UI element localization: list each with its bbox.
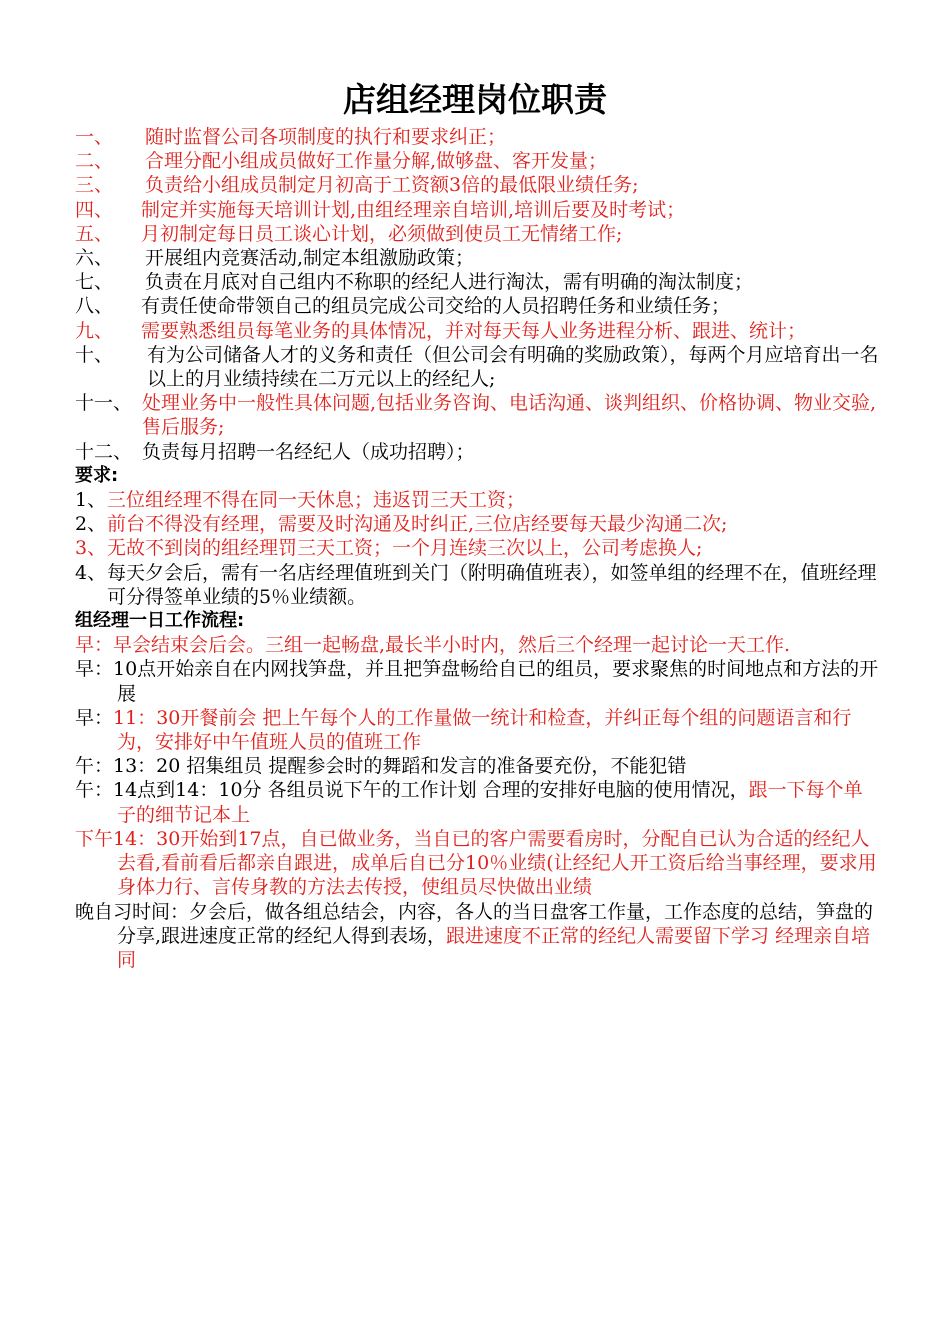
duty-item-5: [75, 222, 880, 246]
requirement-item-4: [75, 561, 880, 609]
duty-text: 负责在月底对自己组内不称职的经纪人进行淘汰，需有明确的淘汰制度；: [145, 271, 754, 294]
duty-text: 负责每月招聘一名经纪人（成功招聘）；: [142, 440, 475, 463]
requirement-text: 每天夕会后，需有一名店经理值班到关门（附明确值班表），如签单组的经理不在，值班经理可分得签单业绩的5％业绩额。: [107, 561, 877, 608]
duty-number: 七、: [75, 271, 114, 294]
duty-text: 处理业务中一般性具体问题,包括业务咨询、电话沟通、谈判组织、价格协调、物业交验,售后服务;: [142, 392, 877, 439]
requirement-number: 3、: [75, 537, 107, 560]
requirement-number: 2、: [75, 513, 107, 536]
duty-item-8: [75, 294, 880, 318]
duty-text: 负责给小组成员制定月初高于工资额3倍的最低限业绩任务;: [145, 174, 639, 197]
requirement-number: 1、: [75, 489, 107, 512]
duty-item-11: [75, 391, 880, 439]
duty-number: 四、: [75, 198, 114, 221]
workflow-item-4: 午：13：20 招集组员 提醒参会时的舞蹈和发言的准备要充份，不能犯错: [75, 755, 687, 778]
workflow-item-7: [75, 900, 880, 973]
duty-item-6: [75, 246, 880, 270]
duty-item-12: [75, 440, 880, 464]
duty-text: 合理分配小组成员做好工作量分解,做够盘、客开发量；: [145, 150, 608, 173]
workflow-text-highlight: 跟一下每个单子的细节记本上: [117, 779, 863, 826]
workflow-time-label: 早：: [75, 706, 114, 729]
duty-item-7: [75, 270, 880, 294]
workflow-item-1: 早：早会结束会后会。三组一起畅盘,最长半小时内，然后三个经理一起讨论一天工作.: [75, 634, 791, 657]
duty-text: 开展组内竞赛活动,制定本组激励政策；: [145, 247, 475, 270]
duty-number: 二、: [75, 150, 114, 173]
duty-text: 随时监督公司各项制度的执行和要求纠正；: [145, 126, 507, 148]
duty-item-9: [75, 319, 880, 343]
requirement-text: 前台不得没有经理，需要及时沟通及时纠正,三位店经要每天最少沟通二次;: [107, 513, 728, 536]
workflow-text: 午：14点到14：10分 各组员说下午的工作计划 合理的安排好电脑的使用情况，: [75, 779, 749, 802]
workflow-item-2: 早：10点开始亲自在内网找笋盘，并且把笋盘畅给自已的组员，要求聚焦的时间地点和方法的开展: [75, 658, 879, 705]
document-body: [75, 125, 880, 972]
duty-number: 三、: [75, 174, 114, 197]
duty-number: 十二、: [75, 440, 133, 463]
workflow-heading: 组经理一日工作流程:: [75, 610, 245, 632]
requirement-item-3: [75, 536, 880, 560]
duty-number: 八、: [75, 295, 114, 318]
workflow-item-3: [75, 706, 880, 754]
duty-text: 有责任使命带领自己的组员完成公司交给的人员招聘任务和业绩任务；: [141, 295, 731, 318]
duty-text: 月初制定每日员工谈心计划，必须做到使员工无情绪工作;: [141, 222, 623, 245]
duty-number: 十一、: [75, 392, 133, 415]
duty-item-10: [75, 343, 880, 391]
duty-item-1: [75, 125, 880, 149]
workflow-text-highlight: 跟进速度不正常的经纪人需要留下学习 经理亲自培同: [117, 924, 871, 971]
duty-text: 制定并实施每天培训计划,由组经理亲自培训,培训后要及时考试；: [141, 198, 686, 221]
duty-text: 有为公司储备人才的义务和责任（但公司会有明确的奖励政策），每两个月应培育出一名以上的月业绩持续在二万元以上的经纪人;: [147, 343, 879, 391]
duty-number: 九、: [75, 319, 114, 342]
requirement-number: 4、: [75, 561, 107, 584]
requirements-heading: 要求:: [75, 464, 119, 486]
requirement-item-1: [75, 488, 880, 512]
duty-number: 一、: [75, 126, 114, 148]
duty-number: 十、: [75, 343, 114, 366]
duty-text: 需要熟悉组员每笔业务的具体情况，并对每天每人业务进程分析、跟进、统计；: [141, 319, 807, 342]
duty-number: 六、: [75, 247, 114, 270]
duty-item-2: [75, 149, 880, 173]
duty-item-3: [75, 173, 880, 197]
duty-number: 五、: [75, 222, 114, 245]
requirement-text: 无故不到岗的组经理罚三天工资；一个月连续三次以上，公司考虑换人;: [107, 537, 703, 560]
duty-item-4: [75, 198, 880, 222]
workflow-text: 晚自习时间：夕会后，做各组总结会，内容，各人的当日盘客工作量，工作态度的总结，笋盘的分享,跟进速度正常的经纪人得到表场，: [75, 900, 874, 947]
workflow-text: 11：30开餐前会 把上午每个人的工作量做一统计和检查，并纠正每个组的问题语言和行为，安排好中午值班人员的值班工作: [113, 706, 852, 754]
requirement-text: 三位组经理不得在同一天休息；违返罚三天工资；: [107, 489, 526, 512]
requirement-item-2: [75, 512, 880, 536]
workflow-item-5: [75, 778, 880, 826]
workflow-item-6: 下午14：30开始到17点，自已做业务，当自已的客户需要看房时，分配自已认为合适的经纪人去看,看前看后都亲自跟进，成单后自已分10％业绩(让经纪人开工资后给当事经理，要求用身体力行、言传身教的方法去传授，使组员尽快做出业绩: [75, 827, 877, 899]
page-title: 店组经理岗位职责: [343, 80, 607, 119]
